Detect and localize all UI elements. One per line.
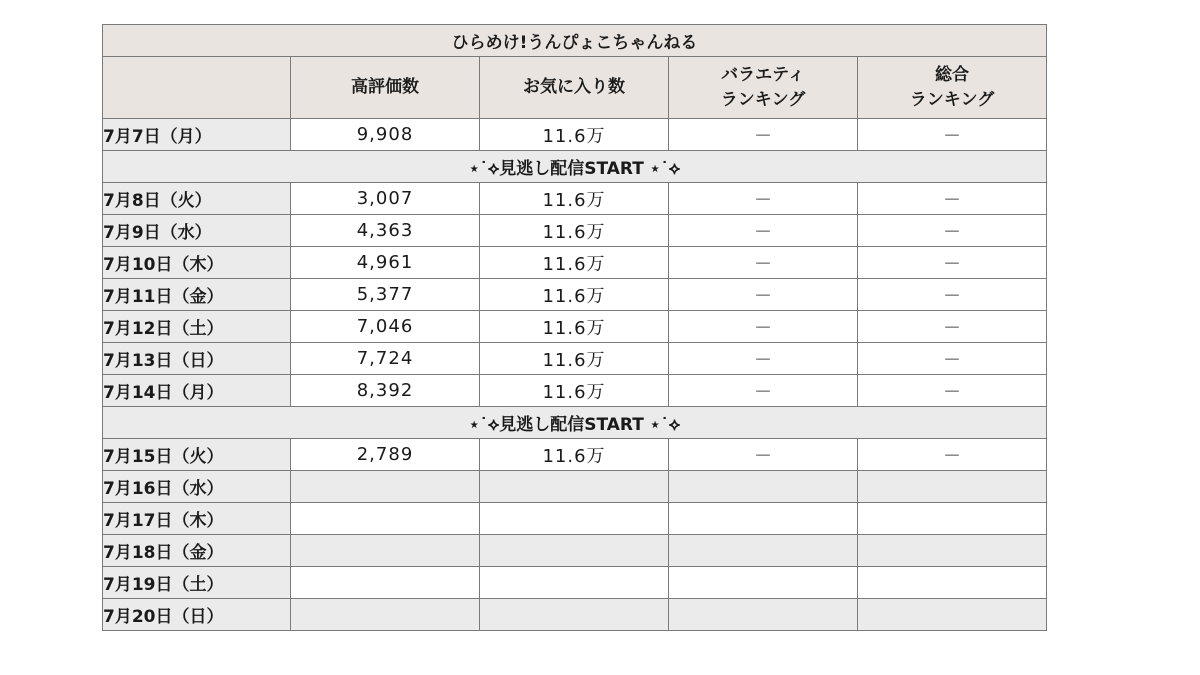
favorites-cell: 11.6万 (480, 311, 669, 343)
table-title: ひらめけ!うんぴょこちゃんねる (103, 25, 1047, 57)
banner-row (103, 407, 1047, 439)
date-cell: 7月8日（火） (103, 183, 291, 215)
table-row (103, 247, 1047, 279)
date-cell: 7月15日（火） (103, 439, 291, 471)
table-row (103, 375, 1047, 407)
overall-ranking-cell: － (858, 279, 1047, 311)
favorites-cell (480, 503, 669, 535)
table-body (103, 119, 1047, 631)
variety-ranking-cell (669, 503, 858, 535)
favorites-cell (480, 567, 669, 599)
high-rating-cell (291, 535, 480, 567)
variety-ranking-cell (669, 567, 858, 599)
date-cell: 7月10日（木） (103, 247, 291, 279)
table-row (103, 567, 1047, 599)
overall-ranking-cell: － (858, 183, 1047, 215)
favorites-cell: 11.6万 (480, 343, 669, 375)
date-cell: 7月11日（金） (103, 279, 291, 311)
favorites-cell: 11.6万 (480, 375, 669, 407)
favorites-cell: 11.6万 (480, 439, 669, 471)
variety-ranking-cell (669, 599, 858, 631)
high-rating-cell: 3,007 (291, 183, 480, 215)
table-row (103, 503, 1047, 535)
date-cell: 7月17日（木） (103, 503, 291, 535)
high-rating-cell: 7,046 (291, 311, 480, 343)
date-cell: 7月13日（日） (103, 343, 291, 375)
variety-ranking-cell: － (669, 215, 858, 247)
header-high-rating: 高評価数 (291, 57, 480, 119)
favorites-cell: 11.6万 (480, 183, 669, 215)
variety-ranking-cell: － (669, 311, 858, 343)
high-rating-cell: 2,789 (291, 439, 480, 471)
high-rating-cell (291, 503, 480, 535)
overall-ranking-cell (858, 599, 1047, 631)
favorites-cell: 11.6万 (480, 119, 669, 151)
header-overall-ranking (858, 57, 1047, 119)
date-cell: 7月20日（日） (103, 599, 291, 631)
date-cell: 7月16日（水） (103, 471, 291, 503)
high-rating-cell: 7,724 (291, 343, 480, 375)
favorites-cell: 11.6万 (480, 215, 669, 247)
table-row (103, 343, 1047, 375)
table-row (103, 599, 1047, 631)
date-cell: 7月9日（水） (103, 215, 291, 247)
variety-ranking-cell: － (669, 439, 858, 471)
overall-ranking-cell: － (858, 343, 1047, 375)
high-rating-cell: 9,908 (291, 119, 480, 151)
overall-ranking-cell: － (858, 375, 1047, 407)
high-rating-cell: 4,961 (291, 247, 480, 279)
table-row (103, 215, 1047, 247)
header-variety-ranking-line1: バラエティ (721, 64, 805, 85)
date-cell: 7月18日（金） (103, 535, 291, 567)
header-variety-ranking-line2: ランキング (720, 89, 806, 110)
table-title-row (103, 25, 1047, 57)
date-cell: 7月12日（土） (103, 311, 291, 343)
favorites-cell (480, 599, 669, 631)
overall-ranking-cell: － (858, 311, 1047, 343)
header-overall-ranking-line2: ランキング (909, 89, 995, 110)
high-rating-cell (291, 471, 480, 503)
header-overall-ranking-line1: 総合 (935, 64, 970, 85)
table-row (103, 119, 1047, 151)
favorites-cell: 11.6万 (480, 279, 669, 311)
high-rating-cell (291, 599, 480, 631)
stats-table (102, 24, 1047, 631)
variety-ranking-cell: － (669, 183, 858, 215)
table-row (103, 311, 1047, 343)
table-row (103, 279, 1047, 311)
overall-ranking-cell: － (858, 119, 1047, 151)
overall-ranking-cell (858, 503, 1047, 535)
date-cell: 7月19日（土） (103, 567, 291, 599)
favorites-cell (480, 535, 669, 567)
header-favorites: お気に入り数 (480, 57, 669, 119)
overall-ranking-cell (858, 471, 1047, 503)
table-row (103, 439, 1047, 471)
table-row (103, 535, 1047, 567)
banner-text: ⋆˙⟡見逃し配信START ⋆˙⟡ (103, 407, 1047, 439)
banner-row (103, 151, 1047, 183)
high-rating-cell: 5,377 (291, 279, 480, 311)
date-cell: 7月14日（月） (103, 375, 291, 407)
table-row (103, 183, 1047, 215)
variety-ranking-cell: － (669, 119, 858, 151)
high-rating-cell (291, 567, 480, 599)
overall-ranking-cell (858, 535, 1047, 567)
table-header-row (103, 57, 1047, 119)
high-rating-cell: 8,392 (291, 375, 480, 407)
favorites-cell: 11.6万 (480, 247, 669, 279)
variety-ranking-cell (669, 471, 858, 503)
date-cell: 7月7日（月） (103, 119, 291, 151)
favorites-cell (480, 471, 669, 503)
variety-ranking-cell (669, 535, 858, 567)
overall-ranking-cell (858, 567, 1047, 599)
variety-ranking-cell: － (669, 279, 858, 311)
header-variety-ranking (669, 57, 858, 119)
overall-ranking-cell: － (858, 247, 1047, 279)
header-date (103, 57, 291, 119)
variety-ranking-cell: － (669, 343, 858, 375)
table-row (103, 471, 1047, 503)
overall-ranking-cell: － (858, 215, 1047, 247)
high-rating-cell: 4,363 (291, 215, 480, 247)
overall-ranking-cell: － (858, 439, 1047, 471)
variety-ranking-cell: － (669, 247, 858, 279)
banner-text: ⋆˙⟡見逃し配信START ⋆˙⟡ (103, 151, 1047, 183)
variety-ranking-cell: － (669, 375, 858, 407)
